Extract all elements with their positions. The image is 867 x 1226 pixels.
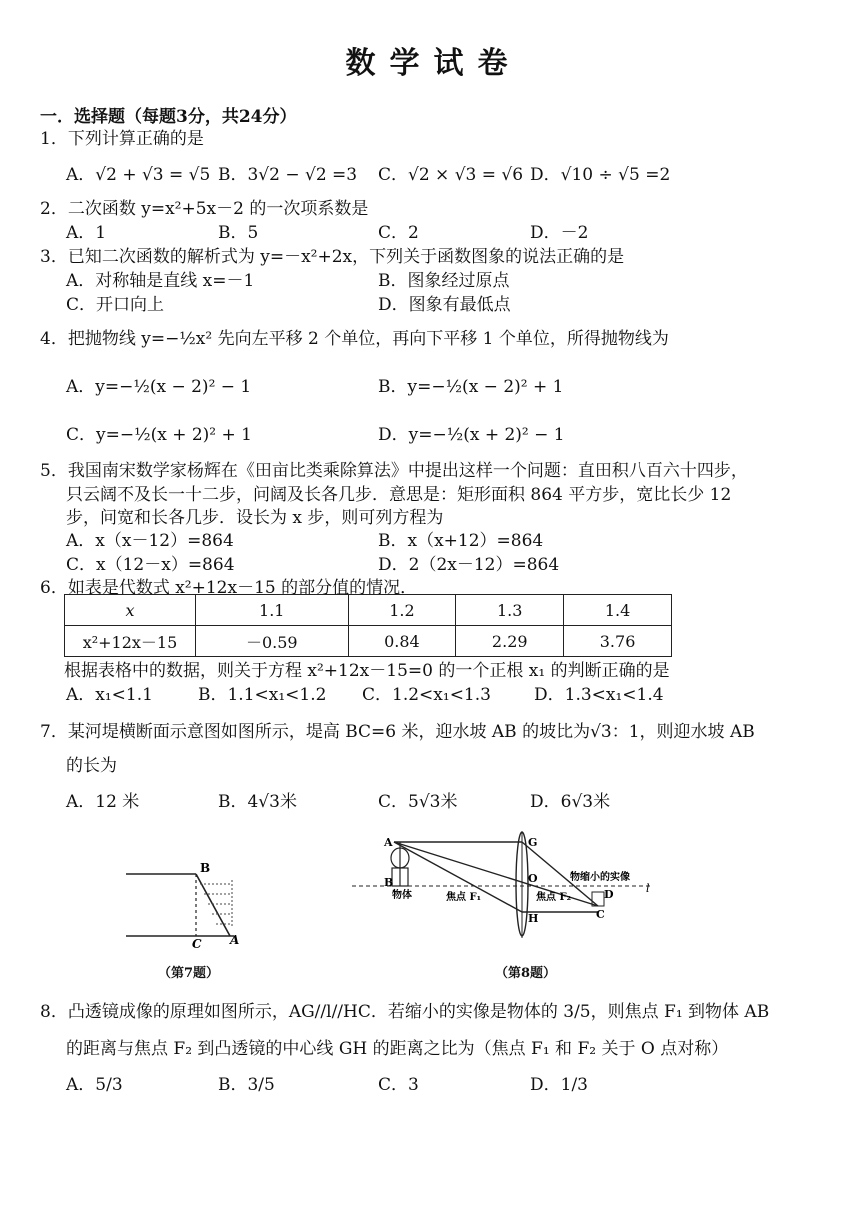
fig8-label-a: A — [384, 836, 393, 849]
question-3-stem: 3．已知二次函数的解析式为 y=－x²+2x，下列关于函数图象的说法正确的是 — [40, 247, 625, 267]
question-6-follow: 根据表格中的数据，则关于方程 x²+12x－15=0 的一个正根 x₁ 的判断正确的是 — [64, 661, 670, 681]
table-cell: 3.76 — [564, 626, 672, 657]
values-table — [64, 594, 672, 657]
q2-option-c: C．2 — [378, 223, 419, 243]
question-1-stem: 1．下列计算正确的是 — [40, 129, 204, 149]
q4-option-b: B．y=−½(x − 2)² + 1 — [378, 377, 564, 397]
table-cell: x²+12x－15 — [65, 626, 196, 657]
fig7-label-a: A — [230, 933, 240, 947]
q5-option-d: D．2（2x－12）=864 — [378, 555, 560, 575]
figure-8-lens-diagram — [348, 826, 658, 950]
fig8-label-f2: 焦点 F₂ — [536, 892, 571, 903]
q5-option-c: C．x（12－x）=864 — [66, 555, 235, 575]
q3-option-a: A．对称轴是直线 x=－1 — [66, 271, 255, 291]
table-cell: 0.84 — [348, 626, 456, 657]
question-4-stem: 4．把抛物线 y=−½x² 先向左平移 2 个单位，再向下平移 1 个单位，所得抛物线为 — [40, 329, 669, 349]
fig8-label-b: B — [384, 876, 394, 889]
q8-option-a: A．5/3 — [66, 1075, 123, 1095]
question-8-line-2: 的距离与焦点 F₂ 到凸透镜的中心线 GH 的距离之比为（焦点 F₁ 和 F₂ 关于 O 点对称） — [66, 1039, 729, 1059]
figure-8-caption: （第8题） — [495, 966, 557, 981]
question-5-line-1: 5．我国南宋数学家杨辉在《田亩比类乘除算法》中提出这样一个问题：直田积八百六十四步， — [40, 461, 748, 481]
question-2-stem: 2．二次函数 y=x²+5x－2 的一次项系数是 — [40, 199, 369, 219]
fig8-label-o: O — [528, 872, 538, 885]
fig7-label-c: C — [192, 937, 202, 950]
q3-option-b: B．图象经过原点 — [378, 271, 510, 291]
fig7-label-b: B — [200, 861, 211, 875]
question-8-line-1: 8．凸透镜成像的原理如图所示，AG//l//HC．若缩小的实像是物体的 3/5，则焦点 F₁ 到物体 AB — [40, 1002, 770, 1022]
q2-option-b: B．5 — [218, 223, 259, 243]
question-5-line-2: 只云阔不及长一十二步，问阔及长各几步．意思是：矩形面积 864 平方步，宽比长少 12 — [66, 485, 732, 505]
q4-option-d: D．y=−½(x + 2)² − 1 — [378, 425, 565, 445]
figure-7-embankment — [120, 858, 260, 950]
q6-option-d: D．1.3<x₁<1.4 — [534, 685, 664, 705]
table-cell: 1.4 — [564, 595, 672, 626]
q5-option-b: B．x（x+12）=864 — [378, 531, 544, 551]
q3-option-c: C．开口向上 — [66, 295, 165, 315]
q6-option-c: C．1.2<x₁<1.3 — [362, 685, 491, 705]
table-cell: 1.2 — [348, 595, 456, 626]
question-7-line-2: 的长为 — [66, 756, 117, 776]
question-7-line-1: 7．某河堤横断面示意图如图所示，堤高 BC=6 米，迎水坡 AB 的坡比为√3：1，则迎水坡 AB — [40, 722, 755, 742]
q1-option-c: C．√2 × √3 = √6 — [378, 165, 524, 185]
section-heading: 一．选择题（每题3分，共24分） — [40, 107, 297, 127]
q8-option-c: C．3 — [378, 1075, 419, 1095]
q3-option-d: D．图象有最低点 — [378, 295, 511, 315]
page-title: 数学试卷 — [345, 46, 522, 81]
fig8-label-c: C — [596, 908, 605, 921]
fig8-label-d: D — [604, 888, 614, 901]
q1-option-b: B．3√2 − √2 =3 — [218, 165, 358, 185]
q2-option-a: A．1 — [66, 223, 107, 243]
table-cell: 1.1 — [196, 595, 349, 626]
table-cell: 2.29 — [456, 626, 564, 657]
q5-option-a: A．x（x－12）=864 — [66, 531, 234, 551]
q6-option-a: A．x₁<1.1 — [66, 685, 153, 705]
q4-option-a: A．y=−½(x − 2)² − 1 — [66, 377, 252, 397]
q4-option-c: C．y=−½(x + 2)² + 1 — [66, 425, 252, 445]
q7-option-d: D．6√3米 — [530, 792, 611, 812]
q1-option-d: D．√10 ÷ √5 =2 — [530, 165, 671, 185]
q6-option-b: B．1.1<x₁<1.2 — [198, 685, 327, 705]
fig8-label-g: G — [528, 836, 538, 849]
fig8-label-image: 物缩小的实像 — [570, 872, 630, 883]
q7-option-a: A．12 米 — [66, 792, 140, 812]
q7-option-c: C．5√3米 — [378, 792, 458, 812]
table-row — [65, 595, 672, 626]
fig8-label-l: l — [646, 882, 650, 895]
q8-option-b: B．3/5 — [218, 1075, 275, 1095]
fig8-label-f1: 焦点 F₁ — [446, 892, 481, 903]
figure-7-caption: （第7题） — [158, 966, 220, 981]
q7-option-b: B．4√3米 — [218, 792, 297, 812]
table-cell: 1.3 — [456, 595, 564, 626]
table-row — [65, 626, 672, 657]
fig8-label-object: 物体 — [392, 890, 412, 901]
question-6-stem: 6．如表是代数式 x²+12x－15 的部分值的情况． — [40, 578, 418, 598]
table-cell: －0.59 — [196, 626, 349, 657]
q8-option-d: D．1/3 — [530, 1075, 588, 1095]
q2-option-d: D．－2 — [530, 223, 589, 243]
question-5-line-3: 步，问宽和长各几步．设长为 x 步，则可列方程为 — [66, 508, 444, 528]
fig8-label-h: H — [528, 912, 539, 925]
q1-option-a: A．√2 + √3 = √5 — [66, 165, 211, 185]
table-cell: x — [65, 595, 196, 626]
